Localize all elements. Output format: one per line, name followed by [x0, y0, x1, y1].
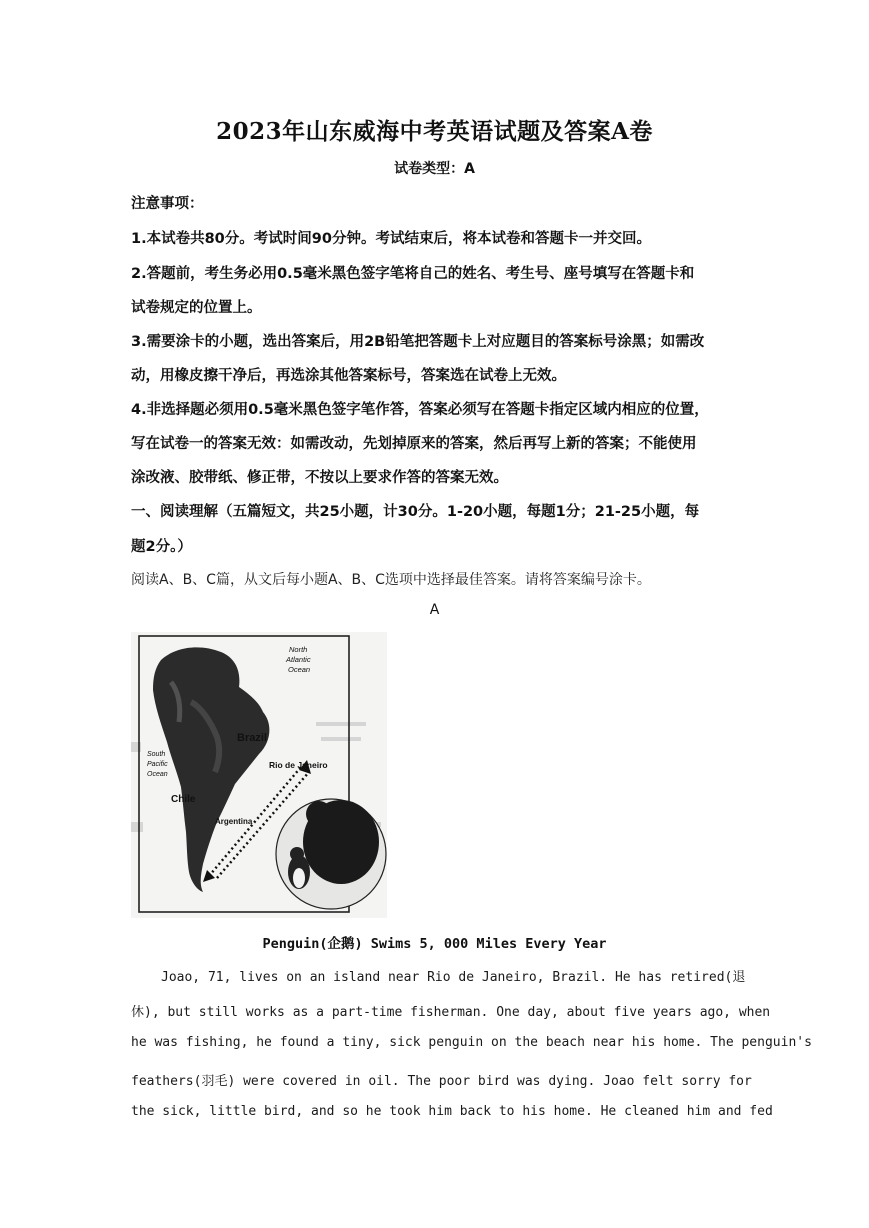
- passage-line: Joao, 71, lives on an island near Rio de Janeiro, Brazil. He has retired(退: [161, 970, 746, 985]
- notice-line: 动，用橡皮擦干净后，再选涂其他答案标号，答案选在试卷上无效。: [131, 368, 566, 384]
- notice-line: 2.答题前，考生务必用0.5毫米黑色签字笔将自己的姓名、考生号、座号填写在答题卡和: [131, 266, 695, 282]
- passage-line: the sick, little bird, and so he took him back to his home. He cleaned him and fed: [131, 1104, 773, 1119]
- map-figure: [131, 632, 387, 918]
- passage-caption: Penguin(企鹅) Swims 5, 000 Miles Every Year: [262, 936, 607, 952]
- notice-line: 1.本试卷共80分。考试时间90分钟。考试结束后，将本试卷和答题卡一并交回。: [131, 231, 651, 247]
- notice-line: 4.非选择题必须用0.5毫米黑色签字笔作答，答案必须写在答题卡指定区域内相应的位置，: [131, 402, 709, 418]
- map-label-argentina: Argentina: [215, 817, 253, 826]
- notice-heading: 注意事项：: [131, 196, 204, 212]
- map-label-north-atlantic: Ocean: [288, 665, 311, 674]
- map-label-south-pacific: Ocean: [147, 771, 168, 778]
- map-label-rio: Rio de Janeiro: [269, 760, 328, 770]
- notice-line: 写在试卷一的答案无效：如需改动，先划掉原来的答案，然后再写上新的答案；不能使用: [131, 436, 697, 452]
- map-label-north-atlantic: North: [289, 645, 308, 654]
- passage-line: 休), but still works as a part-time fisherman. One day, about five years ago, when: [131, 1005, 771, 1020]
- section-heading: 一、阅读理解（五篇短文，共25小题，计30分。1-20小题，每题1分；21-25小题，每: [131, 504, 700, 520]
- map-label-chile: Chile: [171, 794, 196, 805]
- map-label-south-pacific: Pacific: [147, 761, 168, 768]
- passage-line: he was fishing, he found a tiny, sick penguin on the beach near his home. The penguin's: [131, 1035, 812, 1050]
- section-instruction: 阅读A、B、C篇，从文后每小题A、B、C选项中选择最佳答案。请将答案编号涂卡。: [131, 572, 651, 588]
- section-heading-cont: 题2分。）: [131, 539, 192, 555]
- map-label-brazil: Brazil: [237, 732, 267, 744]
- south-america-map: [131, 632, 387, 918]
- map-label-north-atlantic: Atlantic: [286, 655, 311, 664]
- passage-line: feathers(羽毛) were covered in oil. The poor bird was dying. Joao felt sorry for: [131, 1074, 752, 1089]
- map-label-south-pacific: South: [147, 751, 166, 758]
- notice-line: 涂改液、胶带纸、修正带，不按以上要求作答的答案无效。: [131, 470, 508, 486]
- passage-label: A: [429, 602, 440, 618]
- notice-line: 3.需要涂卡的小题，选出答案后，用2B铅笔把答题卡上对应题目的答案标号涂黑；如需改: [131, 334, 705, 350]
- notice-line: 试卷规定的位置上。: [131, 300, 262, 316]
- page-title: 2023年山东威海中考英语试题及答案A卷: [216, 118, 653, 145]
- paper-type: 试卷类型：A: [394, 161, 475, 177]
